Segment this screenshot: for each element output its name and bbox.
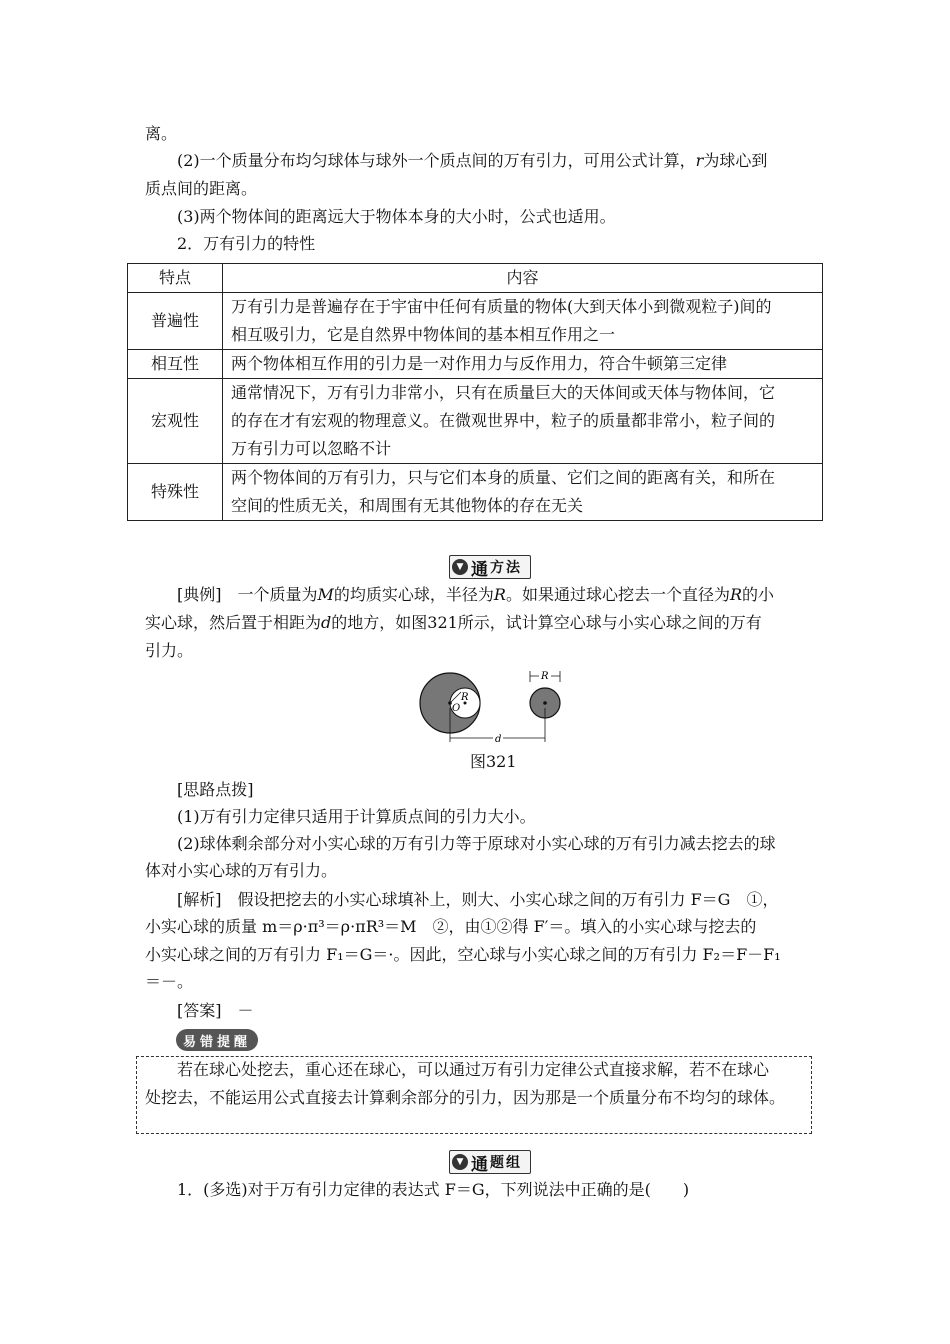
cell-line: 万有引力是普遍存在于宇宙中任何有质量的物体(大到天体小到微观粒子)间的 — [231, 297, 772, 316]
section-header-small: 题组 — [490, 1155, 522, 1171]
example-line: 引力。 — [145, 641, 194, 660]
text-line: 质点间的距离。 — [145, 179, 258, 198]
figure-321 — [413, 668, 573, 746]
label-R1: R — [461, 692, 469, 703]
analysis-line: ＝－。 — [145, 972, 194, 991]
table-row — [128, 379, 823, 464]
section-header-methods — [449, 555, 531, 579]
hint-line: (2)球体剩余部分对小实心球的万有引力等于原球对小实心球的万有引力减去挖去的球 — [177, 834, 776, 853]
label-d: d — [495, 734, 502, 745]
label-R2: R — [541, 671, 549, 682]
triangle-down-icon: ▼ — [452, 1154, 468, 1170]
hint-line: (1)万有引力定律只适用于计算质点间的引力大小。 — [177, 807, 536, 826]
hint-title: [思路点拨] — [177, 780, 254, 799]
table-cell-key: 相互性 — [128, 350, 223, 379]
table-cell-content — [223, 293, 823, 350]
table-header-key: 特点 — [128, 264, 223, 293]
cell-line: 两个物体相互作用的引力是一对作用力与反作用力，符合牛顿第三定律 — [231, 354, 728, 373]
section-header-problems — [449, 1150, 531, 1174]
text-span: 的小 — [742, 585, 775, 604]
text-line: (3)两个物体间的距离远大于物体本身的大小时，公式也适用。 — [177, 207, 616, 226]
cell-line: 的存在才有宏观的物理意义。在微观世界中，粒子的质量都非常小，粒子间的 — [231, 411, 776, 430]
table-header-content: 内容 — [223, 264, 823, 293]
table-cell-key: 普遍性 — [128, 293, 223, 350]
var-r: r — [695, 151, 704, 170]
text-line: 2．万有引力的特性 — [177, 234, 316, 253]
text-span: 实心球，然后置于相距为 — [145, 613, 322, 632]
var-M: M — [317, 585, 334, 604]
table-cell-content — [223, 464, 823, 521]
table-header-row — [128, 264, 823, 293]
cell-line: 万有引力可以忽略不计 — [231, 439, 392, 458]
analysis-line: 小实心球的质量 m＝ρ·π³＝ρ·πR³＝M ②，由①②得 F′＝。填入的小实心球与挖去的 — [145, 917, 757, 936]
triangle-down-icon: ▼ — [452, 559, 468, 575]
answer-line: [答案] － — [177, 1001, 254, 1020]
text-span: (2)一个质量分布均匀球体与球外一个质点间的万有引力，可用公式计算， — [177, 151, 696, 170]
var-R: R — [493, 585, 506, 604]
error-tip-badge: 易错提醒 — [176, 1029, 258, 1051]
table-row — [128, 293, 823, 350]
text-line: 离。 — [145, 124, 178, 143]
table-cell-content — [223, 350, 823, 379]
example-line — [177, 583, 774, 607]
section-header-big: 通 — [471, 559, 488, 580]
note-line: 处挖去，不能运用公式直接去计算剩余部分的引力，因为那是一个质量分布不均匀的球体。 — [145, 1088, 786, 1107]
hint-line: 体对小实心球的万有引力。 — [145, 861, 338, 880]
cell-line: 两个物体间的万有引力，只与它们本身的质量、它们之间的距离有关，和所在 — [231, 468, 776, 487]
cell-line: 相互吸引力，它是自然界中物体间的基本相互作用之一 — [231, 325, 616, 344]
cell-line: 空间的性质无关，和周围有无其他物体的存在无关 — [231, 496, 584, 515]
note-line: 若在球心处挖去，重心还在球心，可以通过万有引力定律公式直接求解，若不在球心 — [177, 1060, 770, 1079]
var-d: d — [321, 613, 332, 632]
label-O: O — [452, 703, 461, 714]
text-line — [177, 149, 767, 173]
figure-caption: 图321 — [470, 752, 517, 771]
text-span: 为球心到 — [703, 151, 768, 170]
small-center-dot — [543, 701, 547, 705]
table-row — [128, 350, 823, 379]
section-header-big: 通 — [471, 1154, 488, 1175]
analysis-line: 小实心球之间的万有引力 F₁＝G＝·。因此，空心球与小实心球之间的万有引力 F₂＝F－F₁ — [145, 945, 781, 964]
table-cell-key: 宏观性 — [128, 379, 223, 464]
table-cell-content — [223, 379, 823, 464]
var-R: R — [729, 585, 743, 604]
text-span: 的地方，如图321所示，试计算空心球与小实心球之间的万有 — [331, 613, 762, 632]
cell-line: 通常情况下，万有引力非常小，只有在质量巨大的天体间或天体与物体间，它 — [231, 383, 776, 402]
text-span: 。如果通过球心挖去一个直径为 — [505, 585, 730, 604]
analysis-line: [解析] 假设把挖去的小实心球填补上，则大、小实心球之间的万有引力 F＝G ①， — [177, 890, 779, 909]
table-cell-key: 特殊性 — [128, 464, 223, 521]
properties-table — [127, 263, 823, 521]
example-line — [145, 611, 762, 635]
question-line: 1．(多选)对于万有引力定律的表达式 F＝G，下列说法中正确的是( ) — [177, 1180, 690, 1199]
text-span: 的均质实心球，半径为 — [333, 585, 494, 604]
section-header-small: 方法 — [490, 560, 522, 576]
text-span: [典例] 一个质量为 — [177, 585, 318, 604]
table-row — [128, 464, 823, 521]
